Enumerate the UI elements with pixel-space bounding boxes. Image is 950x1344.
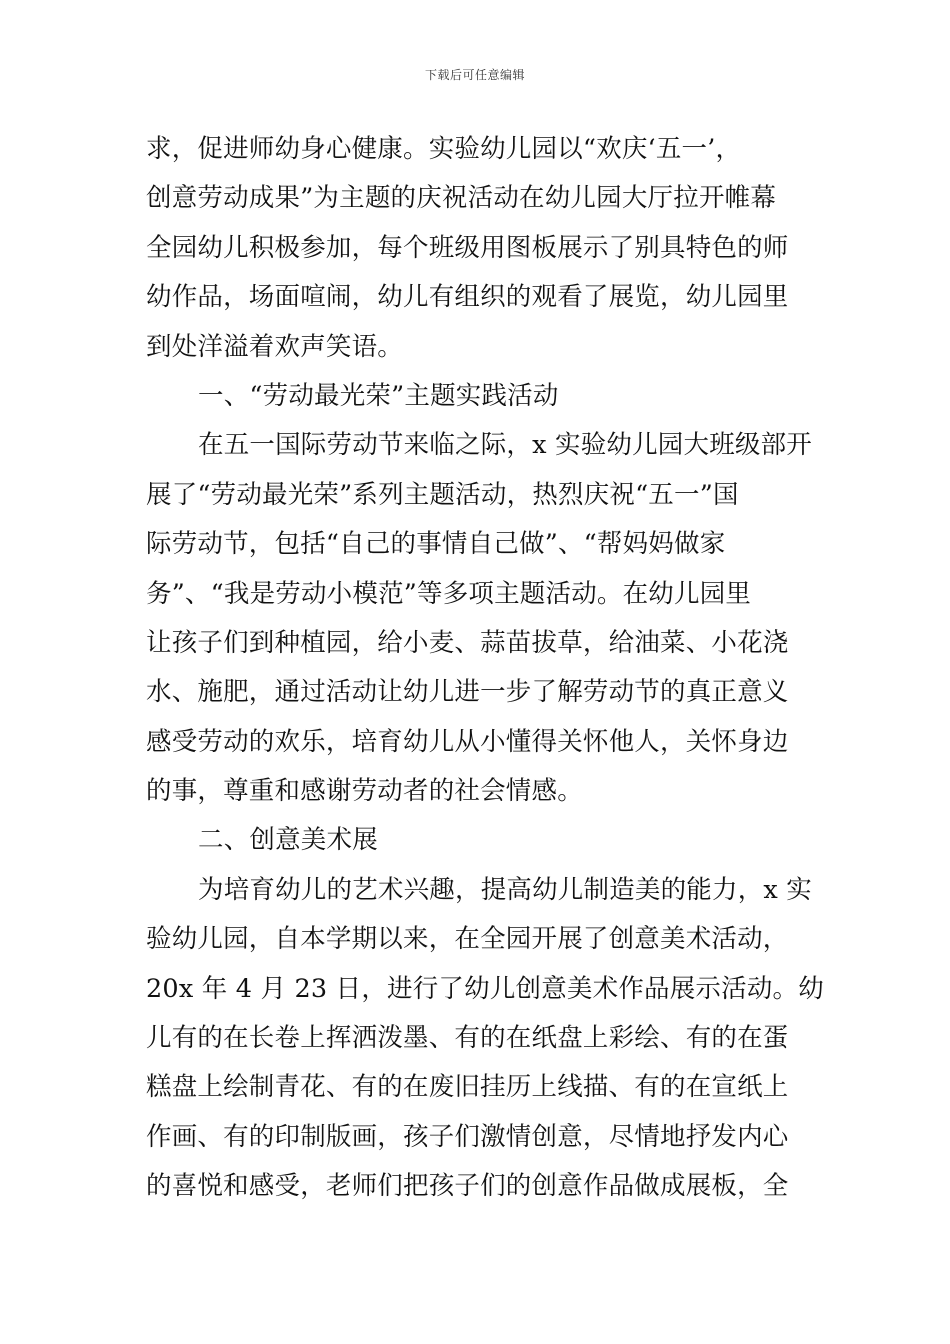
text-line: 创意劳动成果”为主题的庆祝活动在幼儿园大厅拉开帷幕 (146, 183, 777, 214)
text-line: 为培育幼儿的艺术兴趣，提高幼儿制造美的能力，x 实 (198, 874, 812, 905)
text-line: 验幼儿园，自本学期以来，在全园开展了创意美术活动， (146, 924, 789, 955)
text-line: 展了“劳动最光荣”系列主题活动，热烈庆祝“五一”国 (146, 479, 739, 510)
text-line: 20x 年 4 月 23 日，进行了幼儿创意美术作品展示活动。幼 (146, 973, 824, 1004)
text-line: 作画、有的印制版画，孩子们激情创意，尽情地抒发内心 (146, 1121, 789, 1152)
text-line: 糕盘上绘制青花、有的在废旧挂历上线描、有的在宣纸上 (146, 1072, 789, 1103)
text-line: 让孩子们到种植园，给小麦、蒜苗拔草，给油菜、小花浇 (146, 627, 789, 658)
text-line: 感受劳动的欢乐，培育幼儿从小懂得关怀他人，关怀身边 (146, 726, 789, 757)
text-line: 务”、“我是劳动小模范”等多项主题活动。在幼儿园里 (146, 578, 752, 609)
page-header: 下载后可任意编辑 (424, 68, 525, 82)
body-text (146, 125, 826, 1212)
text-line: 到处洋溢着欢声笑语。 (146, 331, 404, 362)
text-line: 一、“劳动最光荣”主题实践活动 (198, 380, 559, 411)
text-line: 儿有的在长卷上挥洒泼墨、有的在纸盘上彩绘、有的在蛋 (146, 1023, 789, 1054)
text-line: 二、创意美术展 (198, 825, 378, 856)
text-line: 幼作品，场面喧闹，幼儿有组织的观看了展览，幼儿园里 (146, 282, 789, 313)
text-line: 际劳动节，包括“自己的事情自己做”、“帮妈妈做家 (146, 529, 726, 560)
text-line: 在五一国际劳动节来临之际，x 实验幼儿园大班级部开 (198, 430, 812, 461)
text-line: 的事，尊重和感谢劳动者的社会情感。 (146, 776, 583, 807)
text-line: 的喜悦和感受，老师们把孩子们的创意作品做成展板，全 (146, 1171, 789, 1202)
text-line: 求，促进师幼身心健康。实验幼儿园以“欢庆‘五一’， (146, 134, 742, 164)
text-line: 全园幼儿积极参加，每个班级用图板展示了别具特色的师 (146, 232, 789, 263)
text-line: 水、施肥，通过活动让幼儿进一步了解劳动节的真正意义 (146, 677, 789, 708)
